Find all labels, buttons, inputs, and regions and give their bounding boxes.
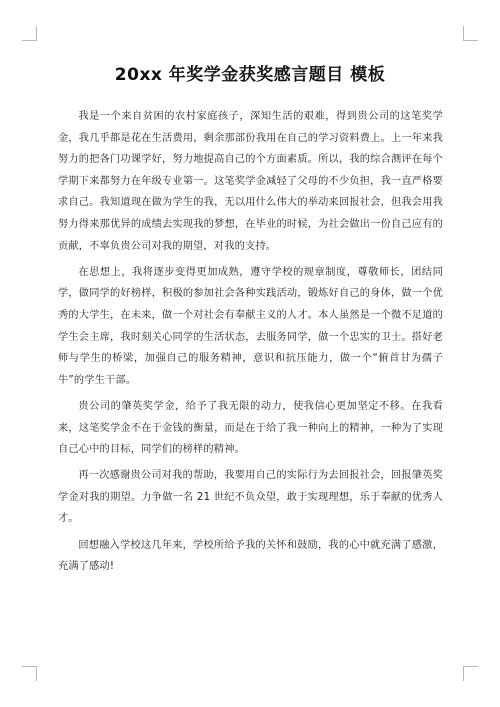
crop-mark-bottom-right <box>463 666 478 681</box>
paragraph-3: 贵公司的肇英奖学金，给予了我无限的动力，使我信心更加坚定不移。在我看来，这笔奖学金不在于金钱的衡量，而是在于给了我一种向上的精神，一种为了实现自己心中的目标，同学们的榜样的精神。 <box>58 400 443 456</box>
crop-mark-bottom-left <box>22 666 37 681</box>
document-body <box>58 106 443 582</box>
document-title: 20xx 年奖学金获奖感言题目 模板 <box>114 65 386 85</box>
paragraph-5: 回想融入学校这几年来，学校所给予我的关怀和鼓励，我的心中就充满了感激，充满了感动! <box>58 539 443 573</box>
crop-mark-top-left <box>22 26 37 41</box>
paragraph-1: 我是一个来自贫困的农村家庭孩子，深知生活的艰难，得到贵公司的这笔奖学金，我几乎都是花在生活费用，剩余那部份我用在自己的学习资料费上。上一年来我努力的把各门功课学好，努力地提高自己的个方面素质。所以，我的综合测评在每个学期下来都努力在年级专业第一。这笔奖学金减轻了父母的不少负担，我一直严格要求自己。我知道现在做为学生的我，无以用什么伟大的举动来回报社会，但我会用我努力得来那优异的成绩去实现我的梦想，在毕业的时候，为社会做出一份自己应有的贡献，不辜负贵公司对我的期望，对我的支持。 <box>58 111 443 252</box>
crop-mark-top-right <box>463 26 478 41</box>
paragraph-4: 再一次感谢贵公司对我的帮助，我要用自己的实际行为去回报社会，回报肇英奖学金对我的期望。力争做一名 21 世纪不负众望，敢于实现理想，乐于奉献的优秀人才。 <box>58 470 443 525</box>
paragraph-2: 在思想上，我将逐步变得更加成熟，遵守学校的规章制度，尊敬师长，团结同学，做同学的好榜样，积极的参加社会各种实践活动，锻炼好自己的身体，做一个优秀的大学生，在未来，做一个对社会有奉献主义的人才。本人虽然是一个微不足道的学生会主席，我时刻关心同学的生活状态，去服务同学，做一个忠实的卫士。搭好老师与学生的桥梁，加强自己的服务精神，意识和抗压能力，做一个“俯首甘为孺子牛”的学生干部。 <box>58 266 443 386</box>
